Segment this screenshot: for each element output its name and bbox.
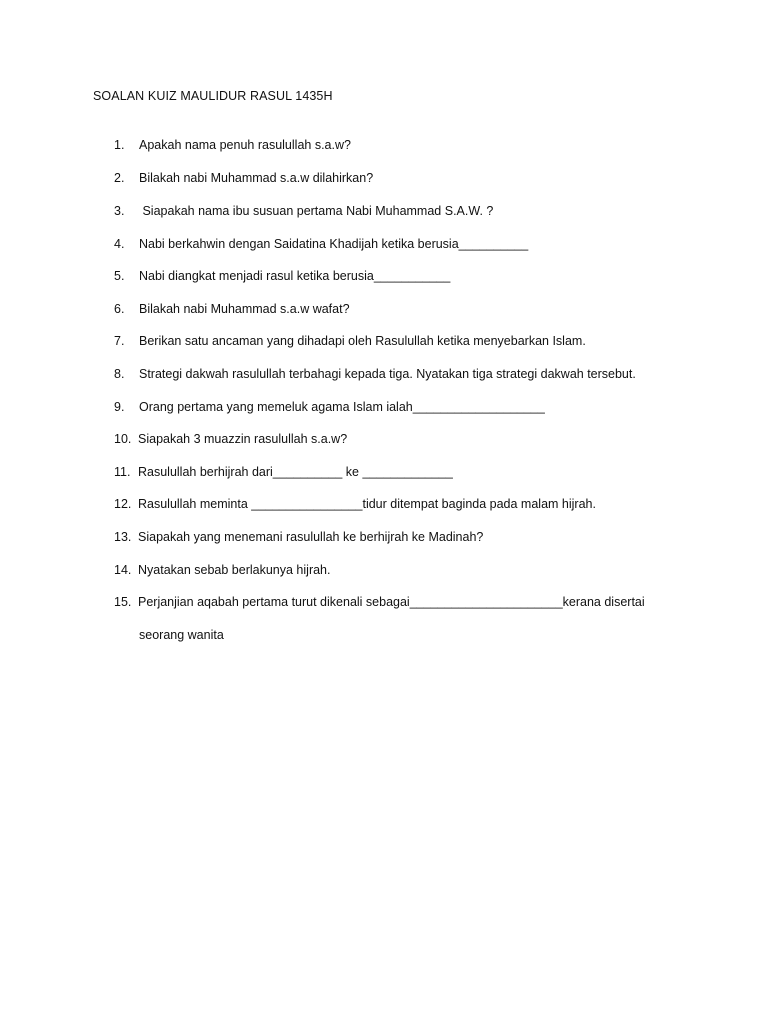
question-item-4 (114, 235, 714, 253)
question-item-1 (114, 136, 714, 154)
question-item-15 (114, 593, 714, 611)
question-number: 15. (114, 595, 132, 609)
question-text: Orang pertama yang memeluk agama Islam ialah___________________ (139, 400, 545, 414)
question-item-11 (114, 463, 714, 481)
question-text: Strategi dakwah rasulullah terbahagi kepada tiga. Nyatakan tiga strategi dakwah tersebut. (139, 367, 636, 381)
question-text: Rasulullah berhijrah dari__________ ke _____________ (138, 465, 453, 479)
question-number: 4. (114, 237, 125, 251)
question-item-12 (114, 495, 714, 513)
question-number: 12. (114, 497, 132, 511)
question-number: 8. (114, 367, 125, 381)
question-item-7 (114, 332, 714, 350)
question-text: Siapakah yang menemani rasulullah ke berhijrah ke Madinah? (138, 530, 484, 544)
question-number: 3. (114, 204, 125, 218)
question-item-6 (114, 300, 714, 318)
question-item-5 (114, 267, 714, 285)
question-item-9 (114, 398, 714, 416)
question-item-13 (114, 528, 714, 546)
question-text: Berikan satu ancaman yang dihadapi oleh Rasulullah ketika menyebarkan Islam. (139, 334, 586, 348)
question-number: 13. (114, 530, 132, 544)
question-item-14 (114, 561, 714, 579)
question-text: Bilakah nabi Muhammad s.a.w wafat? (139, 302, 350, 316)
question-text: Nabi berkahwin dengan Saidatina Khadijah ketika berusia__________ (139, 237, 529, 251)
question-item-8 (114, 365, 714, 383)
question-text: Siapakah nama ibu susuan pertama Nabi Muhammad S.A.W. ? (139, 204, 494, 218)
question-number: 6. (114, 302, 125, 316)
question-number: 2. (114, 171, 125, 185)
question-number: 11. (114, 465, 131, 479)
question-number: 10. (114, 432, 132, 446)
question-text: Nyatakan sebab berlakunya hijrah. (138, 563, 331, 577)
question-number: 5. (114, 269, 125, 283)
question-item-2 (114, 169, 714, 187)
question-15-continuation: seorang wanita (139, 628, 224, 642)
question-item-10 (114, 430, 714, 448)
question-text: Rasulullah meminta ________________tidur ditempat baginda pada malam hijrah. (138, 497, 596, 511)
question-number: 1. (114, 138, 125, 152)
question-text: Nabi diangkat menjadi rasul ketika berusia___________ (139, 269, 451, 283)
question-text: Bilakah nabi Muhammad s.a.w dilahirkan? (139, 171, 374, 185)
question-text: Perjanjian aqabah pertama turut dikenali sebagai______________________kerana disertai (138, 595, 645, 609)
question-number: 14. (114, 563, 132, 577)
question-text: Siapakah 3 muazzin rasulullah s.a.w? (138, 432, 348, 446)
question-number: 7. (114, 334, 125, 348)
question-number: 9. (114, 400, 125, 414)
question-text: Apakah nama penuh rasulullah s.a.w? (139, 138, 351, 152)
document-title: SOALAN KUIZ MAULIDUR RASUL 1435H (93, 89, 333, 103)
question-item-3 (114, 202, 714, 220)
